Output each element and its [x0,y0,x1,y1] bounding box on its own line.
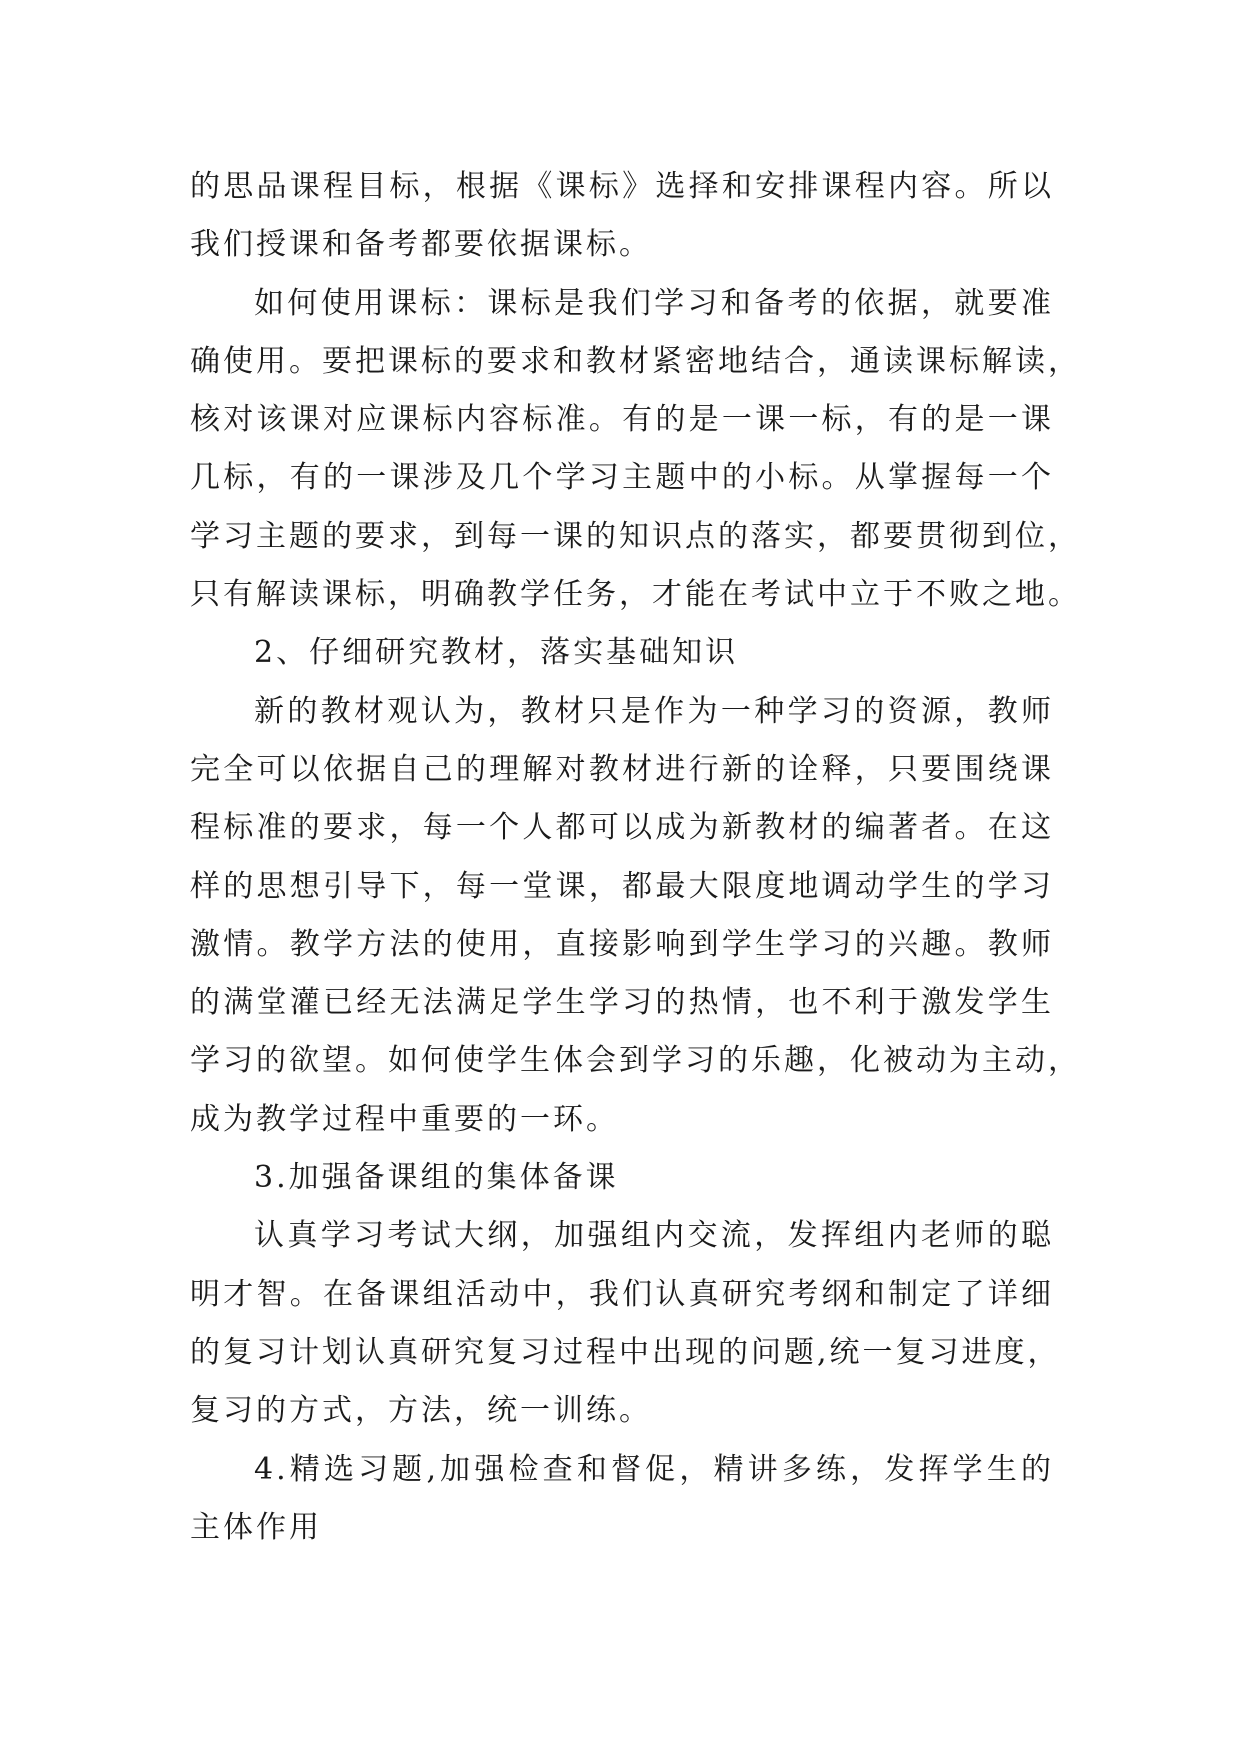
document-body [190,158,1081,1557]
text-line: 程标准的要求，每一个人都可以成为新教材的编著者。在这 [190,810,1054,846]
text-line: 学习的欲望。如何使学生体会到学习的乐趣，化被动为主动， [190,1043,1081,1079]
text-line: 明才智。在备课组活动中，我们认真研究考纲和制定了详细 [190,1276,1054,1312]
text-line: 4.精选习题,加强检查和督促，精讲多练，发挥学生的 [254,1451,1054,1487]
text-line: 认真学习考试大纲，加强组内交流，发挥组内老师的聪 [254,1218,1054,1254]
text-line: 只有解读课标，明确教学任务，才能在考试中立于不败之地。 [190,577,1081,613]
text-line: 的思品课程目标，根据《课标》选择和安排课程内容。所以 [190,169,1054,204]
text-line: 2、仔细研究教材，落实基础知识 [254,635,739,671]
text-line: 复习的方式，方法，统一训练。 [190,1393,652,1429]
text-line: 如何使用课标：课标是我们学习和备考的依据，就要准 [254,285,1054,321]
text-line: 的复习计划认真研究复习过程中出现的问题,统一复习进度， [190,1334,1061,1370]
text-line: 3.加强备课组的集体备课 [254,1160,619,1196]
text-line: 主体作用 [190,1509,322,1545]
text-line: 的满堂灌已经无法满足学生学习的热情，也不利于激发学生 [190,985,1054,1021]
text-line: 确使用。要把课标的要求和教材紧密地结合，通读课标解读， [190,343,1081,379]
text-line: 完全可以依据自己的理解对教材进行新的诠释，只要围绕课 [190,751,1054,787]
text-line: 几标，有的一课涉及几个学习主题中的小标。从掌握每一个 [190,460,1054,496]
text-line: 成为教学过程中重要的一环。 [190,1101,619,1137]
text-line: 我们授课和备考都要依据课标。 [190,227,652,263]
text-line: 核对该课对应课标内容标准。有的是一课一标，有的是一课 [190,402,1054,438]
text-line: 新的教材观认为，教材只是作为一种学习的资源，教师 [254,693,1054,729]
text-line: 激情。教学方法的使用，直接影响到学生学习的兴趣。教师 [190,926,1054,962]
text-line: 样的思想引导下，每一堂课，都最大限度地调动学生的学习 [190,868,1054,904]
text-line: 学习主题的要求，到每一课的知识点的落实，都要贯彻到位， [190,518,1081,554]
